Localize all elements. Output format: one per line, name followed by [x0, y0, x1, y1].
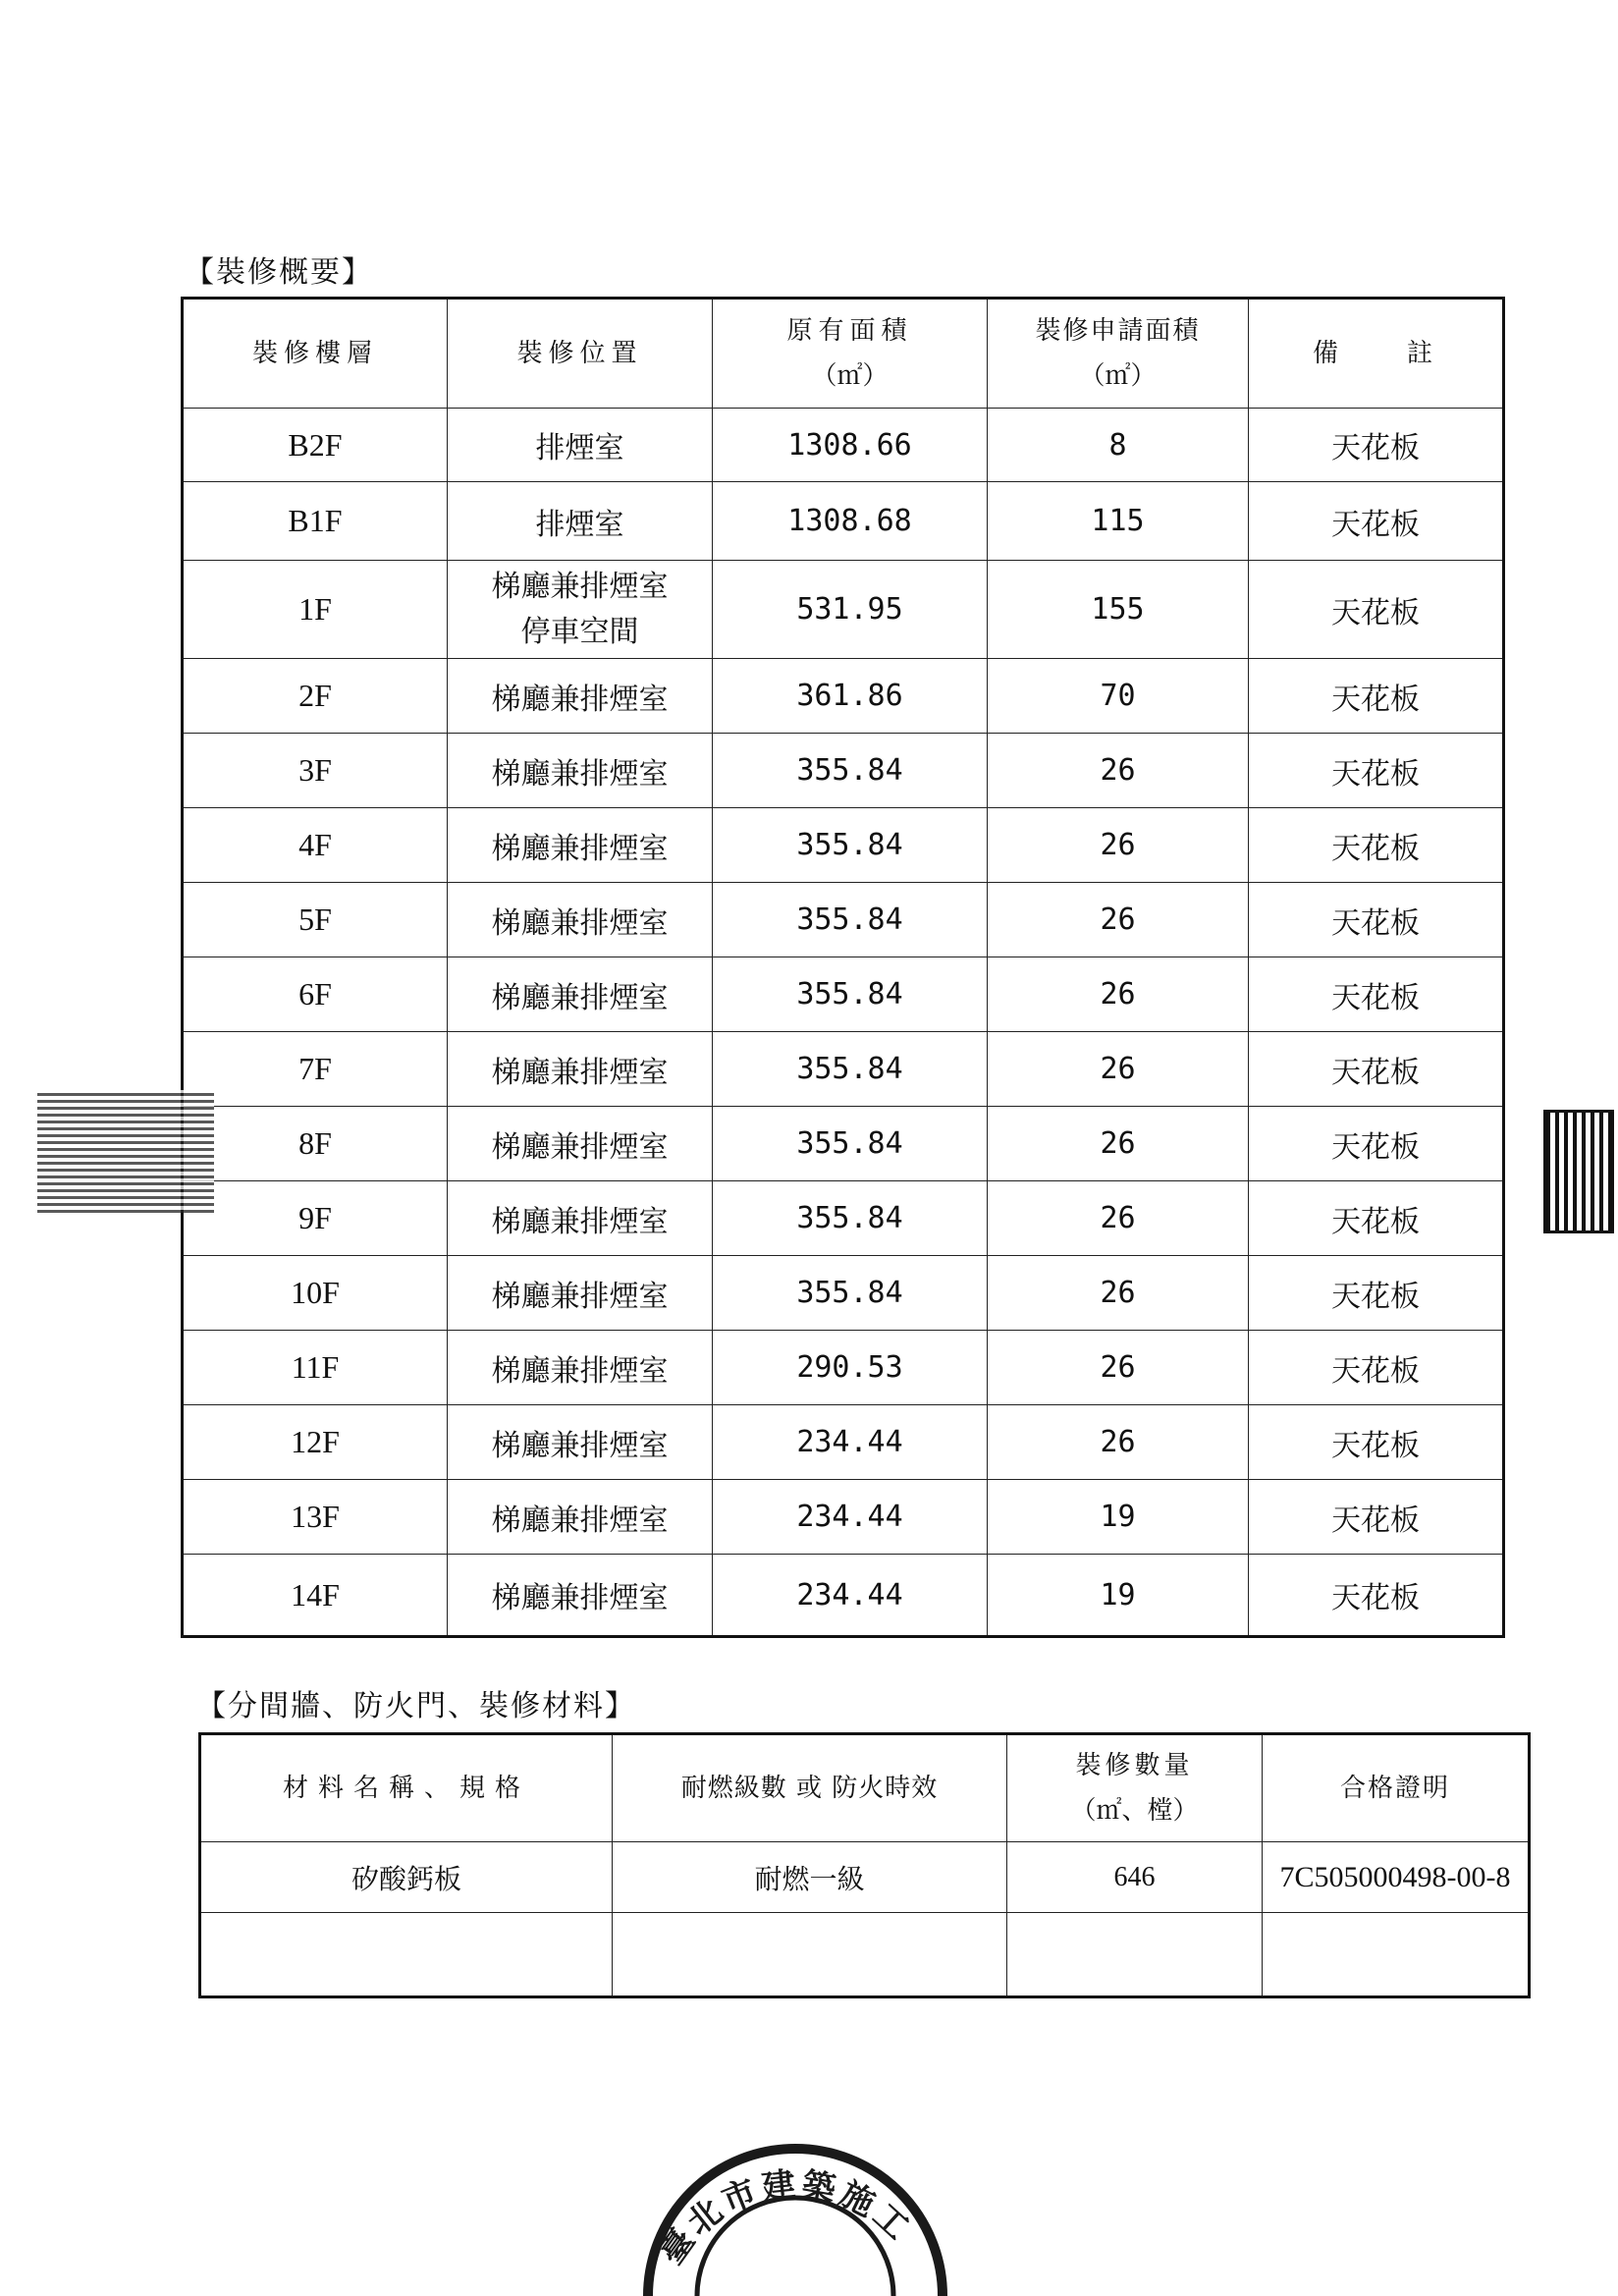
- remark-cell: 天花板: [1249, 659, 1504, 734]
- table-row: [183, 1256, 1504, 1331]
- location-cell: 梯廳兼排煙室: [448, 883, 713, 957]
- floor-cell: 1F: [183, 561, 448, 659]
- remark-cell: 天花板: [1249, 1181, 1504, 1256]
- table-row: [183, 883, 1504, 957]
- location-cell: 梯廳兼排煙室: [448, 957, 713, 1032]
- table-row: [183, 1181, 1504, 1256]
- location-cell: 梯廳兼排煙室: [448, 808, 713, 883]
- apply-area-cell: 26: [988, 1181, 1249, 1256]
- table-row: [183, 659, 1504, 734]
- remark-cell: 天花板: [1249, 1331, 1504, 1405]
- location-cell: 梯廳兼排煙室: [448, 659, 713, 734]
- section1-title: 【裝修概要】: [185, 255, 373, 290]
- apply-area-cell: 26: [988, 1331, 1249, 1405]
- material-cell: [200, 1913, 613, 1997]
- floor-cell: 5F: [183, 883, 448, 957]
- apply-area-cell: 155: [988, 561, 1249, 659]
- original-area-cell: 234.44: [713, 1405, 988, 1480]
- table-row: [200, 1842, 1530, 1913]
- header-apply-area: [988, 299, 1249, 409]
- table-row: [183, 1555, 1504, 1637]
- remark-cell: 天花板: [1249, 409, 1504, 482]
- location-cell: 梯廳兼排煙室: [448, 1032, 713, 1107]
- grade-cell: 耐燃一級: [613, 1842, 1007, 1913]
- apply-area-cell: 19: [988, 1555, 1249, 1637]
- header-apply-area-unit: （㎡）: [1079, 361, 1157, 391]
- header-location: 裝修位置: [448, 299, 713, 409]
- apply-area-cell: 70: [988, 659, 1249, 734]
- floor-cell: 14F: [183, 1555, 448, 1637]
- floor-cell: 13F: [183, 1480, 448, 1555]
- original-area-cell: 361.86: [713, 659, 988, 734]
- original-area-cell: 1308.68: [713, 482, 988, 561]
- apply-area-cell: 26: [988, 1032, 1249, 1107]
- section2-title: 【分間牆、防火門、裝修材料】: [196, 1689, 636, 1723]
- remark-cell: 天花板: [1249, 1256, 1504, 1331]
- original-area-cell: 355.84: [713, 1256, 988, 1331]
- renovation-summary-table: [181, 297, 1505, 1638]
- floor-cell: 12F: [183, 1405, 448, 1480]
- location-cell: 梯廳兼排煙室: [448, 1181, 713, 1256]
- perforation-seal-right: [1543, 1110, 1614, 1233]
- table-row: [200, 1913, 1530, 1997]
- table-row: [183, 1107, 1504, 1181]
- apply-area-cell: 26: [988, 734, 1249, 808]
- floor-cell: 8F: [183, 1107, 448, 1181]
- floor-cell: 3F: [183, 734, 448, 808]
- original-area-cell: 355.84: [713, 883, 988, 957]
- header-apply-area-label: 裝修申請面積: [1035, 316, 1201, 346]
- floor-cell: 9F: [183, 1181, 448, 1256]
- remark-cell: 天花板: [1249, 1405, 1504, 1480]
- certificate-cell: 7C505000498-00-8: [1263, 1842, 1530, 1913]
- table-row: [183, 1480, 1504, 1555]
- original-area-cell: 1308.66: [713, 409, 988, 482]
- header-material: 材料名稱、規格: [200, 1734, 613, 1842]
- table-row: [183, 1331, 1504, 1405]
- apply-area-cell: 26: [988, 1107, 1249, 1181]
- floor-cell: 7F: [183, 1032, 448, 1107]
- original-area-cell: 290.53: [713, 1331, 988, 1405]
- header-remark: 備 註: [1249, 299, 1504, 409]
- floor-cell: B1F: [183, 482, 448, 561]
- certificate-cell: [1263, 1913, 1530, 1997]
- remark-cell: 天花板: [1249, 561, 1504, 659]
- original-area-cell: 234.44: [713, 1480, 988, 1555]
- floor-cell: B2F: [183, 409, 448, 482]
- location-cell: 梯廳兼排煙室: [448, 1256, 713, 1331]
- apply-area-cell: 26: [988, 808, 1249, 883]
- location-cell: 梯廳兼排煙室: [448, 734, 713, 808]
- header-quantity: [1007, 1734, 1263, 1842]
- remark-cell: 天花板: [1249, 1032, 1504, 1107]
- floor-cell: 4F: [183, 808, 448, 883]
- header-floor: 裝修樓層: [183, 299, 448, 409]
- table-row: [183, 482, 1504, 561]
- location-cell: 梯廳兼排煙室: [448, 1480, 713, 1555]
- location-cell: [448, 561, 713, 659]
- original-area-cell: 355.84: [713, 1181, 988, 1256]
- original-area-cell: 355.84: [713, 1107, 988, 1181]
- official-seal-stamp: [638, 2131, 952, 2296]
- floor-cell: 11F: [183, 1331, 448, 1405]
- header-quantity-label: 裝修數量: [1075, 1751, 1194, 1780]
- location-cell: 梯廳兼排煙室: [448, 1405, 713, 1480]
- location-line-1: 梯廳兼排煙室: [491, 569, 669, 604]
- remark-cell: 天花板: [1249, 1480, 1504, 1555]
- header-original-area-unit: （㎡）: [811, 361, 889, 391]
- table-row: [183, 561, 1504, 659]
- original-area-cell: 355.84: [713, 957, 988, 1032]
- remark-cell: 天花板: [1249, 808, 1504, 883]
- original-area-cell: 355.84: [713, 1032, 988, 1107]
- table-row: [183, 734, 1504, 808]
- location-line-2: 停車空間: [520, 614, 639, 649]
- remark-cell: 天花板: [1249, 957, 1504, 1032]
- table-row: [183, 957, 1504, 1032]
- header-original-area-label: 原有面積: [786, 316, 913, 346]
- table-row: [183, 808, 1504, 883]
- floor-cell: 2F: [183, 659, 448, 734]
- table-row: [183, 409, 1504, 482]
- remark-cell: 天花板: [1249, 1107, 1504, 1181]
- apply-area-cell: 26: [988, 1256, 1249, 1331]
- apply-area-cell: 26: [988, 883, 1249, 957]
- original-area-cell: 234.44: [713, 1555, 988, 1637]
- table-row: [183, 1032, 1504, 1107]
- header-grade: 耐燃級數 或 防火時效: [613, 1734, 1007, 1842]
- remark-cell: 天花板: [1249, 1555, 1504, 1637]
- floor-cell: 6F: [183, 957, 448, 1032]
- seal-text: 臺北市建築施工: [651, 2164, 920, 2272]
- apply-area-cell: 26: [988, 957, 1249, 1032]
- location-cell: 梯廳兼排煙室: [448, 1555, 713, 1637]
- materials-table: [198, 1732, 1531, 1998]
- quantity-cell: [1007, 1913, 1263, 1997]
- header-quantity-unit: （㎡、樘）: [1070, 1796, 1199, 1826]
- remark-cell: 天花板: [1249, 883, 1504, 957]
- floor-cell: 10F: [183, 1256, 448, 1331]
- perforation-seal-left: [37, 1090, 214, 1213]
- header-original-area: [713, 299, 988, 409]
- remark-cell: 天花板: [1249, 734, 1504, 808]
- location-cell: 梯廳兼排煙室: [448, 1331, 713, 1405]
- apply-area-cell: 26: [988, 1405, 1249, 1480]
- apply-area-cell: 115: [988, 482, 1249, 561]
- header-certificate: 合格證明: [1263, 1734, 1530, 1842]
- apply-area-cell: 19: [988, 1480, 1249, 1555]
- remark-cell: 天花板: [1249, 482, 1504, 561]
- original-area-cell: 355.84: [713, 808, 988, 883]
- original-area-cell: 531.95: [713, 561, 988, 659]
- location-cell: 排煙室: [448, 482, 713, 561]
- grade-cell: [613, 1913, 1007, 1997]
- original-area-cell: 355.84: [713, 734, 988, 808]
- location-cell: 排煙室: [448, 409, 713, 482]
- apply-area-cell: 8: [988, 409, 1249, 482]
- material-cell: 矽酸鈣板: [200, 1842, 613, 1913]
- quantity-cell: 646: [1007, 1842, 1263, 1913]
- table-row: [183, 1405, 1504, 1480]
- location-cell: 梯廳兼排煙室: [448, 1107, 713, 1181]
